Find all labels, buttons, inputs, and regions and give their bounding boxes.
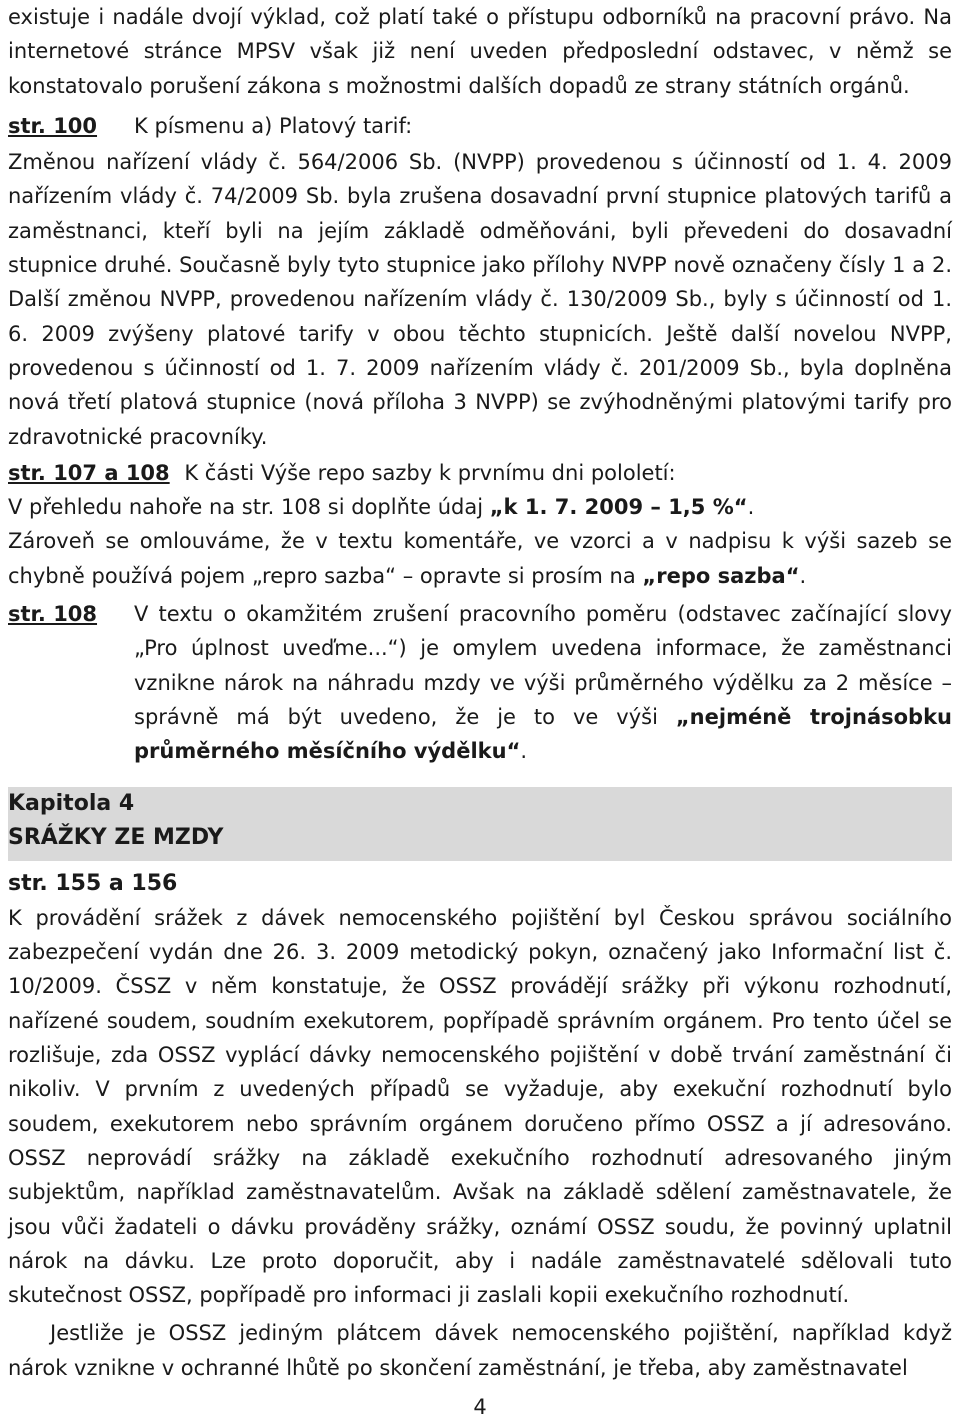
section-text: V textu o okamžitém zrušení pracovního poměru (odstavec začínající slovy „Pro úplnost uveďme...“) je omylem uvedena informace, že zaměstnanci vznikne nárok na náhradu mzdy ve výši průměrného výdělku za 2 měsíce – správně má být uvedeno, že je to ve výši [134, 602, 952, 729]
section-body [134, 597, 952, 768]
section-str-100 [8, 109, 952, 454]
chapter-title: SRÁŽKY ZE MZDY [8, 824, 224, 850]
intro-paragraph: existuje i nadále dvojí výklad, což platí také o přístupu odborníků na pracovní právo. Na internetové stránce MPSV však již není uveden předposlední odstavec, v němž se konstatovalo porušení zákona s možnostmi dalších dopadů ze strany státních orgánů. [8, 5, 952, 98]
chapter-header [8, 787, 952, 861]
page-reference: str. 100 [8, 113, 98, 138]
correction-text: V přehledu nahoře na str. 108 si doplňte údaj [8, 495, 490, 520]
chapter-label: Kapitola 4 [8, 790, 135, 816]
page-reference: str. 108 [8, 602, 98, 627]
punctuation: . [747, 495, 755, 520]
section-heading-row [8, 456, 952, 490]
section-str-155-156 [8, 867, 952, 1385]
corrected-term: „repo sazba“ [642, 563, 800, 588]
section-str-108 [8, 597, 952, 768]
punctuation: . [520, 739, 528, 764]
page-number: 4 [473, 1395, 487, 1419]
section-heading-row [8, 109, 952, 143]
section-body-continued: Jestliže je OSSZ jediným plátcem dávek nemocenského pojištění, například když nárok vznikne v ochranné lhůtě po skončení zaměstnání, je třeba, aby zaměstnavatel [8, 1321, 952, 1380]
apology-paragraph [8, 524, 952, 593]
page-reference: str. 107 a 108 [8, 460, 170, 485]
punctuation: . [799, 563, 807, 588]
correction-value: „k 1. 7. 2009 – 1,5 %“ [489, 495, 748, 520]
section-body: K provádění srážek z dávek nemocenského pojištění byl Českou správou sociálního zabezpečení vydán dne 26. 3. 2009 metodický pokyn, označený jako Informační list č. 10/2009. ČSSZ v něm konstatuje, že OSSZ provádějí srážky při výkonu rozhodnutí, nařízené soudem, soudním exekutorem, popřípadě správním orgánem. Pro tento účel se rozlišuje, zda OSSZ vyplácí dávky nemocenského pojištění v době trvání zaměstnání či nikoliv. V prvním z uvedených případů se vyžaduje, aby exekuční rozhodnutí bylo soudem, exekutorem nebo správním orgánem doručeno přímo OSSZ a jí adresováno. OSSZ neprovádí srážky na základě exekučního rozhodnutí adresovaného jiným subjektům, například zaměstnavatelům. Avšak na základě sdělení zaměstnavatele, že jsou vůči žadateli o dávku prováděny srážky, oznámí OSSZ soudu, že povinný uplatnil nárok na dávku. Lze proto doporučit, aby i nadále zaměstnavatelé sdělovali tuto skutečnost OSSZ, popřípadě pro informaci ji zaslali kopii exekučního rozhodnutí. [8, 905, 952, 1308]
page-reference: str. 155 a 156 [8, 870, 178, 896]
correction-line [8, 490, 952, 524]
document-page [8, 0, 952, 1385]
section-str-107-108 [8, 456, 952, 593]
section-body: Změnou nařízení vlády č. 564/2006 Sb. (NVPP) provedenou s účinností od 1. 4. 2009 nařízením vlády č. 74/2009 Sb. byla zrušena dosavadní první stupnice platových tarifů a zaměstnanci, kteří byli na jejím základě odměňováni, byli převedeni do dosavadní stupnice druhé. Současně byly tyto stupnice jako přílohy NVPP nově označeny čísly 1 a 2. Další změnou NVPP, provedenou nařízením vlády č. 130/2009 Sb., byly s účinností od 1. 6. 2009 zvýšeny platové tarify v obou těchto stupnicích. Ještě další novelou NVPP, provedenou s účinností od 1. 7. 2009 nařízením vlády č. 201/2009 Sb., byla doplněna nová třetí platová stupnice (nová příloha 3 NVPP) se zvýhodněnými platovými tarify pro zdravotnické pracovníky. [8, 150, 952, 449]
emphasized-text: „nejméně trojnásobku průměrného měsíčního výdělku“ [134, 704, 952, 764]
section-heading: K písmenu a) Platový tarif: [134, 113, 413, 138]
apology-text: Zároveň se omlouváme, že v textu komentáře, ve vzorci a v nadpisu k výši sazeb se chybně používá pojem „repro sazba“ – opravte si prosím na [8, 529, 952, 588]
section-heading: K části Výše repo sazby k prvnímu dni pololetí: [184, 460, 676, 485]
